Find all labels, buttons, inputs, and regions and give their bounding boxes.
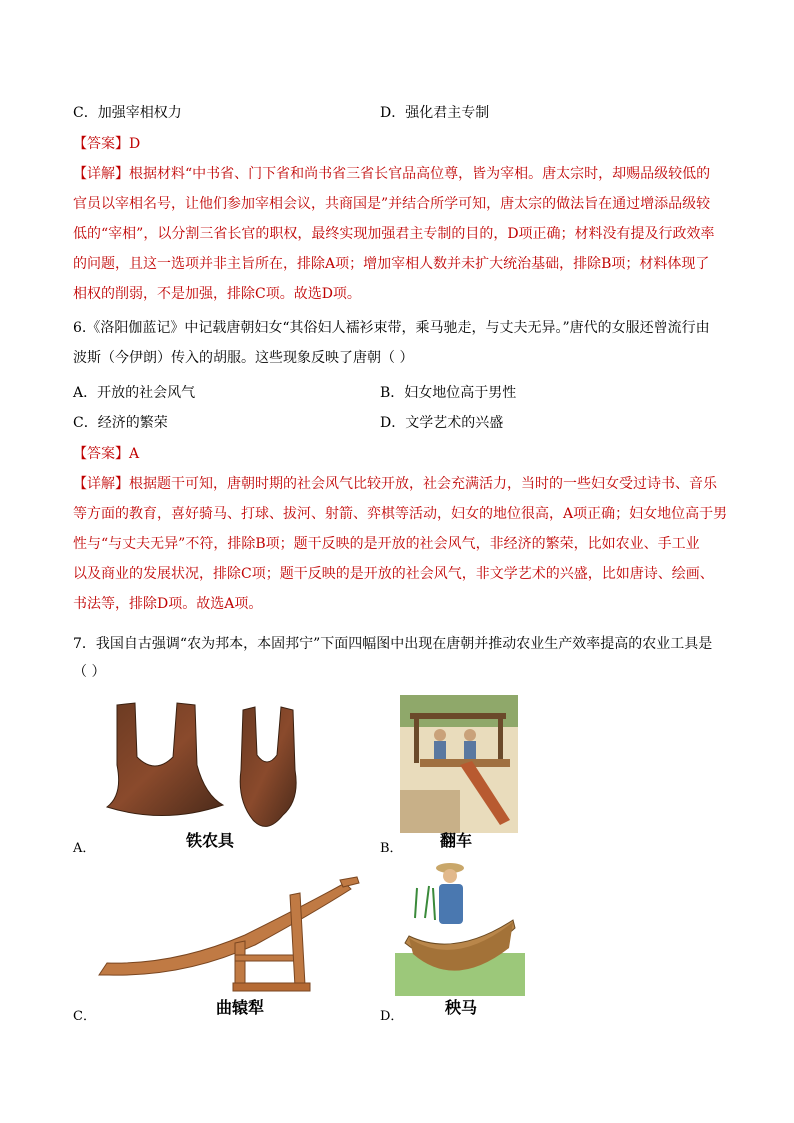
q7-figure-a-letter: A． xyxy=(73,841,96,856)
q6-detail-line-4: 以及商业的发展状况，排除C项；题干反映的是开放的社会风气，非文学艺术的兴盛，比如唐诗、绘画、 xyxy=(73,566,714,582)
iron-tools-image xyxy=(95,695,330,835)
answer-value: A xyxy=(129,446,140,462)
chain-pump-image xyxy=(400,695,518,833)
q5-option-d: D．强化君主专制 xyxy=(380,105,490,121)
q5-detail-line-2: 官员以宰相名号，让他们参加宰相会议，共商国是”并结合所学可知，唐太宗的做法旨在通过增添品级较 xyxy=(73,196,711,212)
q6-detail-line-3: 性与“与丈夫无异”不符，排除B项；题干反映的是开放的社会风气，非经济的繁荣，比如农业、手工业 xyxy=(73,536,700,552)
q5-detail-line-3: 低的“宰相”，以分割三省长官的职权，最终实现加强君主专制的目的，D项正确；材料没有提及行政效率 xyxy=(73,226,715,242)
q5-detail-line-1 xyxy=(73,164,710,184)
q6-detail-line-1 xyxy=(73,474,717,494)
q6-option-c: C．经济的繁荣 xyxy=(73,415,168,431)
q6-stem-line-2: 波斯（今伊朗）传入的胡服。这些现象反映了唐朝（ ） xyxy=(73,350,414,366)
answer-value: D xyxy=(129,136,141,152)
q5-answer xyxy=(73,134,140,154)
q5-option-c: C．加强宰相权力 xyxy=(73,105,182,121)
detail-text: 根据材料“中书省、门下省和尚书省三省长官品高位尊，皆为宰相。唐太宗时，却赐品级较低的 xyxy=(129,166,711,182)
q6-stem-line-1: 6.《洛阳伽蓝记》中记载唐朝妇女“其俗妇人襦衫束带，乘马驰走，与丈夫无异。”唐代的女服还曾流行由 xyxy=(73,320,710,336)
q5-detail-line-4: 的问题，且这一选项并非主旨所在，排除A项；增加宰相人数并未扩大统治基础，排除B项；材料体现了 xyxy=(73,256,710,272)
q7-figure-a-caption: 铁农具 xyxy=(186,831,235,850)
detail-text: 根据题干可知，唐朝时期的社会风气比较开放，社会充满活力，当时的一些妇女受过诗书、音乐 xyxy=(129,476,717,492)
q6-option-b: B．妇女地位高于男性 xyxy=(380,385,517,401)
q5-detail-line-5: 相权的削弱，不是加强，排除C项。故选D项。 xyxy=(73,286,361,302)
detail-tag: 【详解】 xyxy=(73,166,129,182)
q6-answer xyxy=(73,444,139,464)
q6-option-a: A．开放的社会风气 xyxy=(73,385,196,401)
q7-figure-c-caption: 曲辕犁 xyxy=(216,998,265,1017)
detail-tag: 【详解】 xyxy=(73,476,129,492)
q6-detail-line-5: 书法等，排除D项。故选A项。 xyxy=(73,596,263,612)
q7-stem-line-1: 7．我国自古强调“农为邦本，本固邦宁”下面四幅图中出现在唐朝并推动农业生产效率提高的农业工具是 xyxy=(73,636,713,652)
q7-figure-d-letter: D． xyxy=(380,1009,404,1024)
answer-tag: 【答案】 xyxy=(73,446,129,462)
q6-detail-line-2: 等方面的教育，喜好骑马、打球、拔河、射箭、弈棋等活动，妇女的地位很高，A项正确；妇女地位高于男 xyxy=(73,506,728,522)
q7-figure-c-letter: C． xyxy=(73,1009,96,1024)
answer-tag: 【答案】 xyxy=(73,136,129,152)
curved-plough-image xyxy=(95,875,365,995)
q7-figure-d-caption: 秧马 xyxy=(445,998,478,1017)
seedling-horse-image xyxy=(395,858,525,996)
q7-figure-b-caption: 翻车 xyxy=(440,831,473,850)
q7-stem-line-2: （ ） xyxy=(73,664,106,680)
q7-figure-b-letter: B． xyxy=(380,841,403,856)
q6-option-d: D．文学艺术的兴盛 xyxy=(380,415,504,431)
